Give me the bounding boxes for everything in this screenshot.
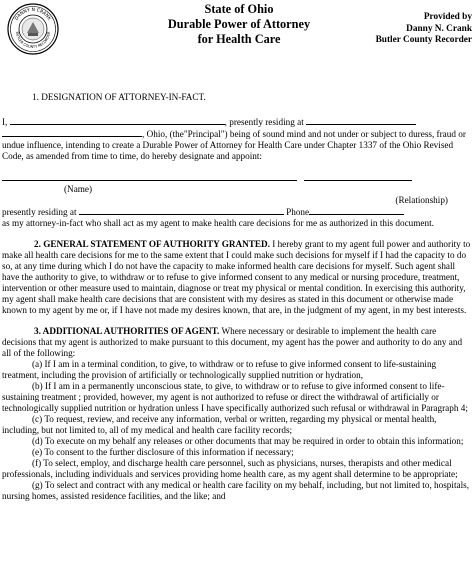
section-3-item-e: (e) To consent to the further disclosure of this information if necessary; (32, 447, 294, 457)
agent-authorization-text: as my attorney-in-fact who shall act as my agent to make health care decisions for me as authorized in this document. (2, 218, 434, 228)
section-2-paragraph: 2. GENERAL STATEMENT OF AUTHORITY GRANTED. I hereby grant to my agent full power and authority to make all health care decisions for me to the same extent that I could make such decisions for myself if I had the capacity to do so, at any time during which I do not have the capacity to make informed health care decisions for myself. Such agent shall have the authority to give, to withdraw or to refuse to give informed consent to any medical or nursing procedure, treatment, intervention or other measure used to maintain, diagnose or treat my physical or mental condition. In exercising this authority, my agent shall make health care decisions that are consistent with my desires as stated in this document or otherwise made known to my agent by me or, if I have not made my desires known, that are, in the judgment of my agent, in my best interests. (2, 239, 471, 315)
agent-name-blank (2, 172, 297, 181)
section-3-paragraph: 3. ADDITIONAL AUTHORITIES OF AGENT. Where necessary or desirable to implement the health care decisions that my agent is authorized to make pursuant to this document, my agent has the power and authority to do any and all of the following: (2, 326, 463, 358)
principal-city-blank (2, 128, 142, 137)
name-label: (Name) (64, 184, 93, 194)
county-recorder-seal-icon (7, 3, 59, 55)
section-3-heading: 3. ADDITIONAL AUTHORITIES OF AGENT. (34, 326, 220, 336)
section-3-item-c: (c) To request, review, and receive any information, verbal or written, regarding my physical or mental health, including, but not limited to, all of my medical and health care facility records; (2, 414, 437, 435)
section-3-item-g: (g) To select and contract with any medical or health care facility on my behalf, including, but not limited to, hospitals, nursing homes, assisted residence facilities, and the like; and (2, 480, 470, 501)
agent-relationship-blank (304, 172, 412, 181)
section-1-heading: 1. DESIGNATION OF ATTORNEY-IN-FACT. (32, 92, 206, 102)
agent-address-blank (79, 206, 284, 215)
agent-residing-line: presently residing at Phone (2, 206, 472, 218)
svg-text:BUTLER COUNTY RECORDER: BUTLER COUNTY RECORDER (14, 31, 52, 50)
section-2-heading: 2. GENERAL STATEMENT OF AUTHORITY GRANTED. (34, 239, 270, 249)
principal-statement: , Ohio, (the"Principal") being of sound mind and not under or subject to duress, fraud or undue influence, intending to create a Durable Power of Attorney for Health Care under Chapter 1337 of the Ohio Revised Code, as amended from time to time, do hereby designate and appoint: (2, 129, 466, 161)
section-3-item-d: (d) To execute on my behalf any releases or other documents that may be required in order to obtain this information; (32, 436, 464, 446)
principal-line: I, , presently residing at (2, 116, 472, 128)
principal-name-blank (10, 116, 225, 125)
section-3-item-f: (f) To select, employ, and discharge health care personnel, such as physicians, nurses, therapists and other medical professionals, including individuals and services providing home health care, as my agent shall determine to be appropriate; (2, 458, 458, 479)
section-3-item-a: (a) If I am in a terminal condition, to give, to withdraw or to refuse to give informed consent to life-sustaining treatment, including the provision of artificially or technologically supplied nutrition or hydration, (2, 359, 437, 380)
svg-text:DANNY N CRANK: DANNY N CRANK (14, 7, 52, 22)
document-body (2, 92, 472, 502)
document-title: State of Ohio Durable Power of Attorney for Health Care (167, 2, 311, 46)
principal-address-blank (306, 116, 416, 125)
agent-phone-blank (309, 206, 404, 215)
provided-by-block: Provided by Danny N. Crank Butler County Recorder (375, 12, 472, 45)
agent-name-line (2, 172, 472, 184)
relationship-label: (Relationship) (395, 195, 448, 205)
section-3-item-b: (b) If I am in a permanently unconscious state, to give, to withdraw or to refuse to give informed consent to life-sustaining treatment ; provided, however, my agent is not authorized to refuse or direct the withdrawal of artificially or technologically supplied nutrition or hydration unless I have specifically authorized such refusal or withdrawal in Paragraph 4; (2, 381, 468, 413)
